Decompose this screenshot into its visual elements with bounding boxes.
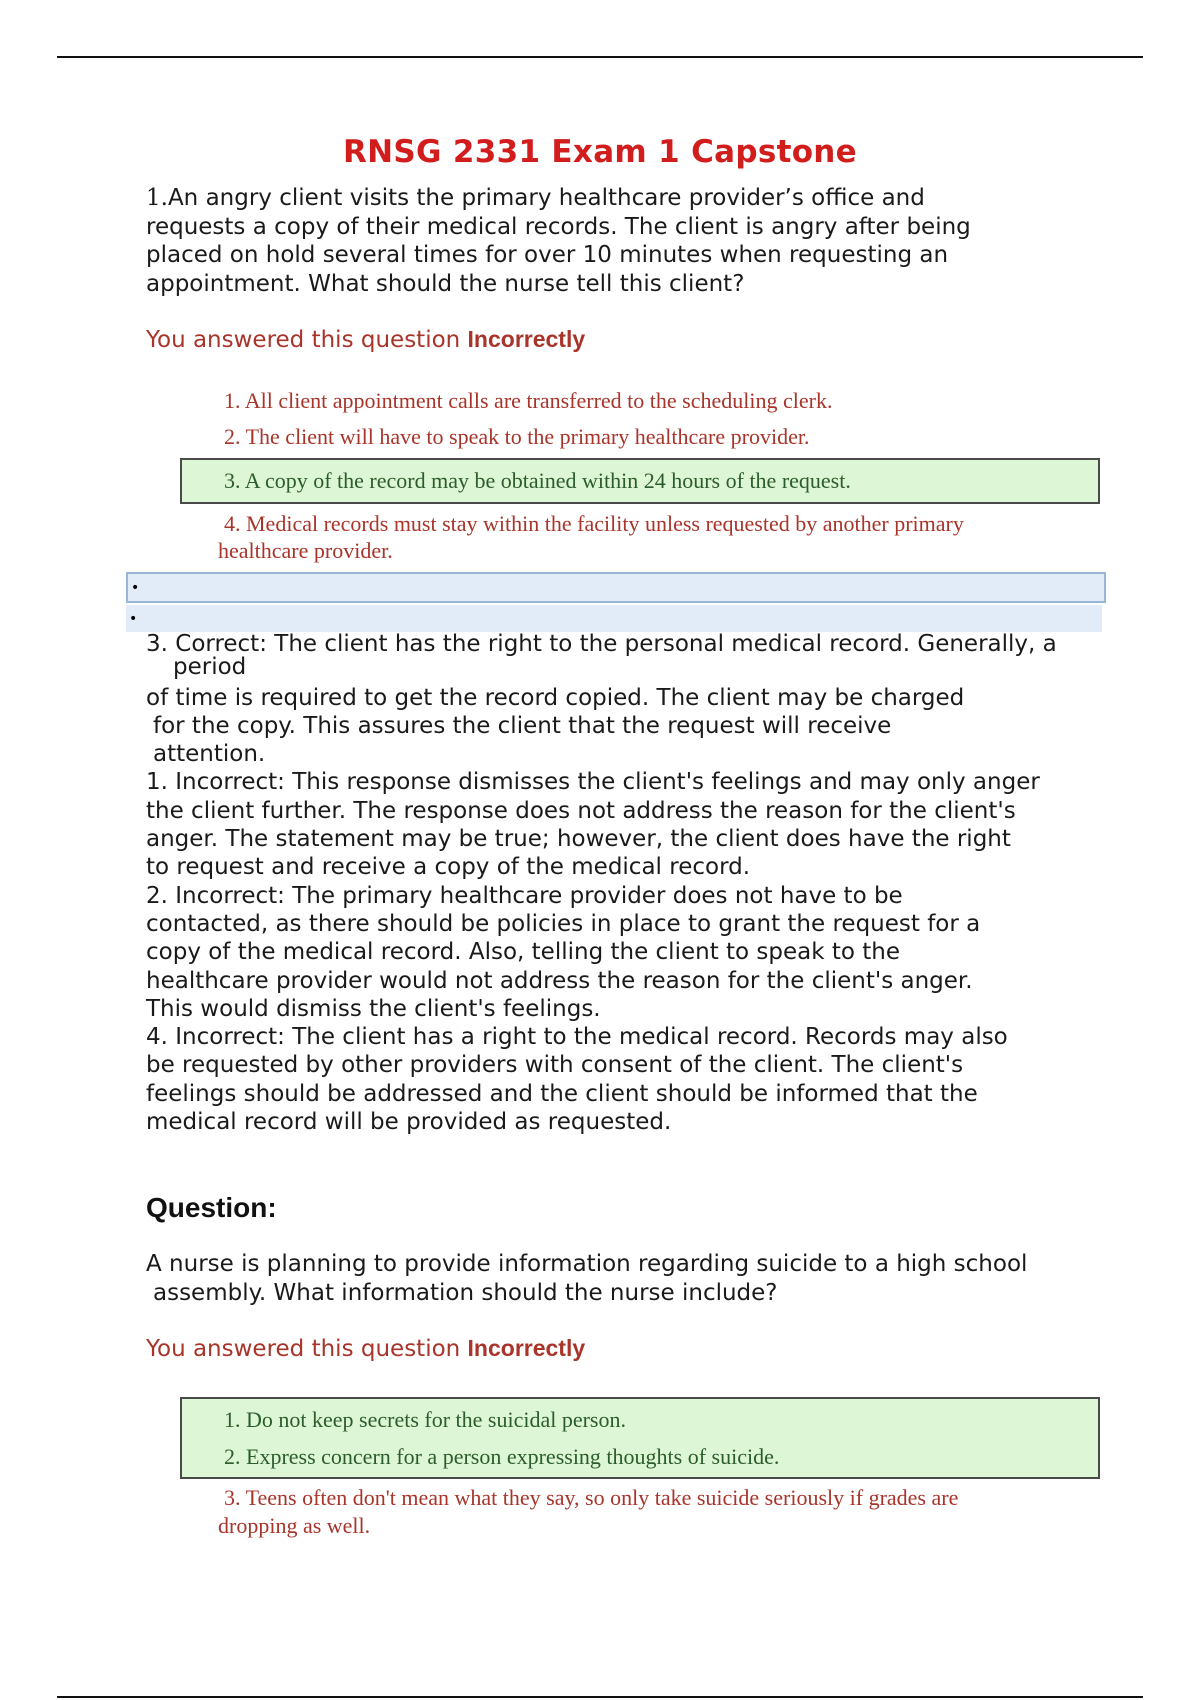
rationale-line: 4. Incorrect: The client has a right to the medical record. Records may also <box>146 1024 1008 1051</box>
rationale-line: copy of the medical record. Also, telling the client to speak to the <box>146 939 901 966</box>
question-1-option-4-cont: healthcare provider. <box>218 538 393 563</box>
rationale-line: be requested by other providers with consent of the client. The client's <box>146 1052 964 1079</box>
bullet-icon: • <box>129 611 138 627</box>
rationale-line: to request and receive a copy of the medical record. <box>146 854 751 881</box>
question-2-option-3-cont: dropping as well. <box>218 1513 371 1538</box>
rationale-line: healthcare provider would not address the reason for the client's anger. <box>146 967 973 994</box>
rationale-line: 3. Correct: The client has the right to the personal medical record. Generally, a <box>146 631 1057 657</box>
question-2-result-status: Incorrectly <box>467 1335 586 1361</box>
question-1-result-status: Incorrectly <box>467 326 586 352</box>
question-2-option-3[interactable]: 3. Teens often don't mean what they say, so only take suicide seriously if grades are <box>224 1485 959 1510</box>
rationale-line: 1. Incorrect: This response dismisses the client's feelings and may only anger <box>146 769 1040 796</box>
rationale-line: period <box>173 654 247 681</box>
bottom-rule <box>57 1696 1143 1698</box>
question-2-line-2: assembly. What information should the nurse include? <box>153 1279 778 1306</box>
rationale-toggle-row-1[interactable] <box>126 572 1106 603</box>
question-1-line-4: appointment. What should the nurse tell this client? <box>146 270 745 297</box>
rationale-line: 2. Incorrect: The primary healthcare provider does not have to be <box>146 882 903 909</box>
rationale-line: the client further. The response does not address the reason for the client's <box>146 797 1016 824</box>
question-1-result-prefix: You answered this question <box>146 327 468 353</box>
rationale-line: feelings should be addressed and the client should be informed that the <box>146 1080 978 1107</box>
rationale-line: contacted, as there should be policies in place to grant the request for a <box>146 910 981 937</box>
rationale-line: of time is required to get the record copied. The client may be charged <box>146 684 965 711</box>
question-1-option-4[interactable]: 4. Medical records must stay within the facility unless requested by another primary <box>224 511 964 536</box>
question-1-rationale <box>146 630 1106 1136</box>
top-rule <box>57 56 1143 58</box>
question-2-result-prefix: You answered this question <box>146 1336 468 1362</box>
question-2-result <box>146 1335 585 1362</box>
question-1-line-3: placed on hold several times for over 10 minutes when requesting an <box>146 242 949 268</box>
question-1-option-2[interactable]: 2. The client will have to speak to the primary healthcare provider. <box>224 424 810 449</box>
question-2-option-2[interactable]: 2. Express concern for a person expressing thoughts of suicide. <box>224 1444 780 1469</box>
question-1-line-1: An angry client visits the primary healthcare provider’s office and <box>167 185 925 211</box>
question-1-option-1[interactable]: 1. All client appointment calls are transferred to the scheduling clerk. <box>224 388 833 413</box>
page-title: RNSG 2331 Exam 1 Capstone <box>342 134 858 170</box>
rationale-line: anger. The statement may be true; however, the client does have the right <box>146 826 1011 853</box>
question-1-option-3[interactable]: 3. A copy of the record may be obtained within 24 hours of the request. <box>224 468 851 493</box>
question-2-line-1: A nurse is planning to provide information regarding suicide to a high school <box>146 1251 1028 1277</box>
question-1-line-2: requests a copy of their medical records. The client is angry after being <box>146 213 971 240</box>
rationale-line: attention. <box>153 741 266 768</box>
question-1-number: 1. <box>146 185 168 211</box>
question-2-heading: Question: <box>146 1192 277 1223</box>
question-2-text <box>146 1250 1106 1307</box>
rationale-line: for the copy. This assures the client that the request will receive <box>153 712 892 739</box>
rationale-toggle-row-2[interactable] <box>126 605 1102 632</box>
question-2-option-1[interactable]: 1. Do not keep secrets for the suicidal person. <box>224 1407 626 1432</box>
bullet-icon: • <box>131 580 140 596</box>
question-1-text <box>146 184 1046 298</box>
rationale-line: This would dismiss the client's feelings. <box>146 995 601 1022</box>
rationale-line: medical record will be provided as requested. <box>146 1109 672 1136</box>
question-1-result <box>146 326 585 353</box>
